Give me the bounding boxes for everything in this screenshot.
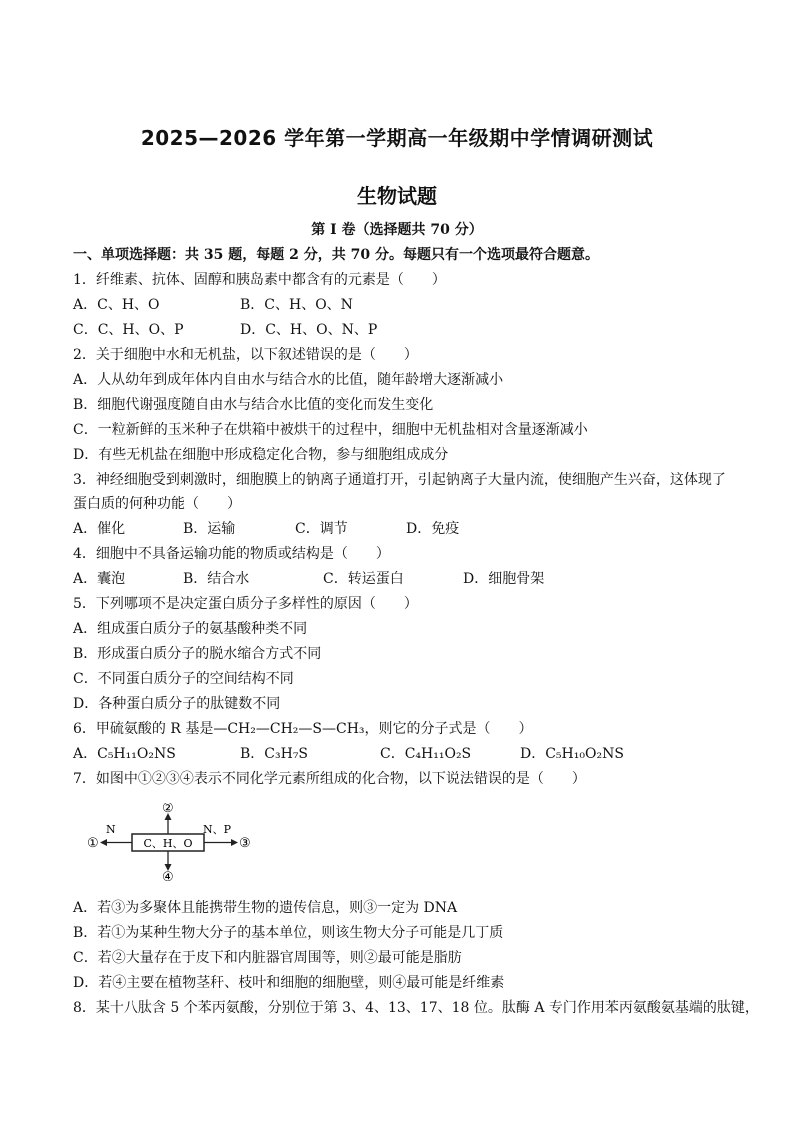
question-5-option-d: D．各种蛋白质分子的肽键数不同 [73, 696, 281, 712]
question-6-stem: 6．甲硫氨酸的 R 基是—CH₂—CH₂—S—CH₃，则它的分子式是（ ） [73, 721, 533, 737]
left-arrow-label: N [106, 823, 116, 836]
question-4-option-c: C．转运蛋白 [323, 571, 404, 587]
question-2-option-d: D．有些无机盐在细胞中形成稳定化合物，参与细胞组成成分 [73, 447, 449, 463]
question-2-option-b: B．细胞代谢强度随自由水与结合水比值的变化而发生变化 [73, 397, 434, 413]
question-4-option-a: A．囊泡 [73, 571, 126, 587]
question-1-option-b: B．C、H、O、N [240, 297, 353, 313]
center-label: C、H、O [143, 837, 193, 850]
question-3-stem-line-2: 蛋白质的何种功能（ ） [73, 496, 241, 512]
question-7-option-b: B．若①为某种生物大分子的基本单位，则该生物大分子可能是几丁质 [73, 925, 504, 941]
question-1-option-d: D．C、H、O、N、P [240, 322, 378, 338]
question-6-option-a: A．C₅H₁₁O₂NS [73, 746, 176, 762]
question-2-option-a: A．人从幼年到成年体内自由水与结合水的比值，随年龄增大逐渐减小 [73, 372, 504, 388]
question-3-stem-line-1: 3．神经细胞受到刺激时，细胞膜上的钠离子通道打开，引起钠离子大量内流，使细胞产生兴奋，这体现了 [73, 472, 726, 488]
question-5-option-c: C．不同蛋白质分子的空间结构不同 [73, 671, 294, 687]
question-7-option-d: D．若④主要在植物茎秆、枝叶和细胞的细胞壁，则④最可能是纤维素 [73, 975, 505, 991]
question-4-option-b: B．结合水 [183, 571, 250, 587]
question-2-stem: 2．关于细胞中水和无机盐，以下叙述错误的是（ ） [73, 347, 418, 363]
question-3-option-c: C．调节 [295, 521, 348, 537]
question-7-option-a: A．若③为多聚体且能携带生物的遗传信息，则③一定为 DNA [73, 900, 458, 916]
question-6-option-b: B．C₃H₇S [240, 746, 309, 762]
left-arrow-icon [100, 839, 107, 846]
question-8-stem: 8．某十八肽含 5 个苯丙氨酸，分别位于第 3、4、13、17、18 位。肽酶 A 专门作用苯丙氨酸氨基端的肽键， [73, 1000, 759, 1016]
exam-title: 2025—2026 学年第一学期高一年级期中学情调研测试 [140, 126, 654, 150]
compound-3-label: ③ [239, 836, 251, 851]
question-5-stem: 5．下列哪项不是决定蛋白质分子多样性的原因（ ） [73, 596, 418, 612]
question-3-option-a: A．催化 [73, 521, 126, 537]
exam-subtitle: 生物试题 [357, 184, 437, 208]
question-7-stem: 7．如图中①②③④表示不同化学元素所组成的化合物，以下说法错误的是（ ） [73, 771, 586, 787]
question-4-stem: 4．细胞中不具备运输功能的物质或结构是（ ） [73, 546, 390, 562]
element-compound-diagram [86, 803, 266, 881]
question-2-option-c: C．一粒新鲜的玉米种子在烘箱中被烘干的过程中，细胞中无机盐相对含量逐渐减小 [73, 422, 588, 438]
right-arrow-icon [231, 839, 238, 846]
compound-4-label: ④ [162, 870, 174, 881]
question-5-option-a: A．组成蛋白质分子的氨基酸种类不同 [73, 621, 308, 637]
question-1-option-a: A．C、H、O [73, 297, 160, 313]
compound-2-label: ② [162, 803, 174, 816]
question-6-option-c: C．C₄H₁₁O₂S [380, 746, 472, 762]
section-heading: 一、单项选择题：共 35 题，每题 2 分，共 70 分。每题只有一个选项最符合题意。 [73, 247, 599, 263]
compound-1-label: ① [87, 836, 99, 851]
question-6-option-d: D．C₅H₁₀O₂NS [520, 746, 624, 762]
question-3-option-d: D．免疫 [406, 521, 460, 537]
question-5-option-b: B．形成蛋白质分子的脱水缩合方式不同 [73, 646, 322, 662]
question-1-option-c: C．C、H、O、P [73, 322, 184, 338]
question-1-stem: 1．纤维素、抗体、固醇和胰岛素中都含有的元素是（ ） [73, 272, 446, 288]
question-4-option-d: D．细胞骨架 [463, 571, 545, 587]
question-3-option-b: B．运输 [183, 521, 236, 537]
part-heading: 第 I 卷（选择题共 70 分） [311, 222, 483, 238]
right-arrow-label: N、P [203, 823, 232, 836]
question-7-option-c: C．若②大量存在于皮下和内脏器官周围等，则②最可能是脂肪 [73, 950, 462, 966]
